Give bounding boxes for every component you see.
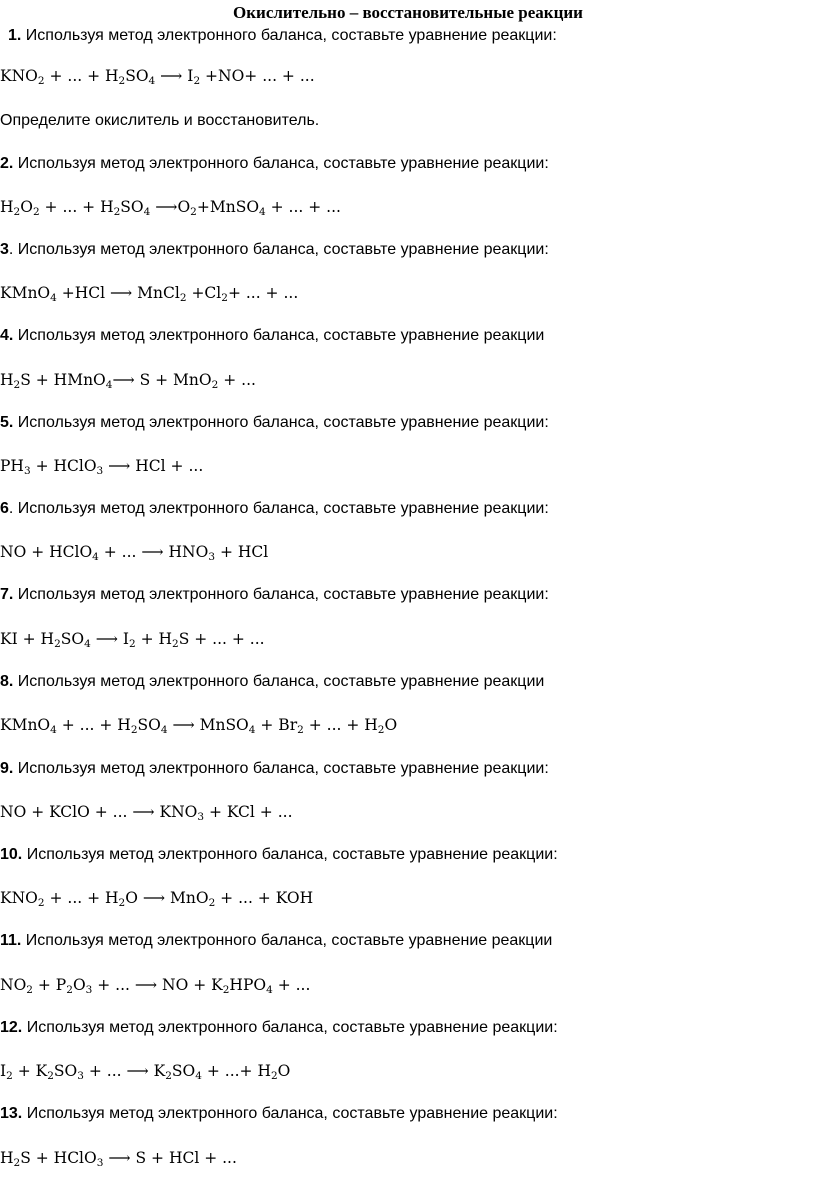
task-10-instruction — [0, 845, 558, 865]
task-number: 9. — [0, 760, 14, 777]
task-5-equation: $PH_3$ + HClO$_3$ ⟶ HCl + ... — [0, 457, 204, 477]
task-4-equation: $H_2S$ + HMnO$_4$⟶ S + MnO$_2$ + ... — [0, 371, 256, 391]
task-1-instruction — [8, 26, 557, 46]
task-7-instruction — [0, 585, 549, 605]
task-8-equation: KMnO$_4$ + ... + $H_2SO_4$ ⟶ MnSO$_4$ + $Br_2$ + ... + $H_2O$ — [0, 716, 398, 736]
task-text: Используя метод электронного баланса, составьте уравнение реакции: — [22, 1105, 558, 1122]
task-text: Используя метод электронного баланса, составьте уравнение реакции: — [13, 586, 549, 603]
task-7-equation: KI + $H_2SO_4$ ⟶ $I_2 + H_2S$ + ... + ... — [0, 630, 265, 650]
task-text: Используя метод электронного баланса, составьте уравнение реакции: — [22, 1019, 558, 1036]
task-number: 4. — [0, 327, 14, 344]
task-11-equation: $NO_2 + P_2O_3$ + ... ⟶ NO + $K_2HPO_4$ + ... — [0, 976, 311, 996]
task-12-equation: $I_2 + K_2SO_3$ + ... ⟶ $K_2SO_4$ + ...+ $H_2O$ — [0, 1062, 291, 1082]
task-text: Используя метод электронного баланса, составьте уравнение реакции — [13, 673, 545, 690]
document-title: Окислительно – восстановительные реакции — [233, 3, 583, 22]
task-text: Используя метод электронного баланса, составьте уравнение реакции: — [13, 155, 549, 172]
task-12-instruction — [0, 1018, 558, 1038]
task-text: Используя метод электронного баланса, составьте уравнение реакции — [13, 327, 545, 344]
task-number: 3 — [0, 241, 9, 258]
task-3-equation: KMnO$_4$ +HCl ⟶ MnCl$_2$ $+Cl_2+$ ... + ... — [0, 284, 299, 304]
task-3-instruction — [0, 240, 549, 260]
task-6-instruction — [0, 499, 549, 519]
task-number: 10. — [0, 846, 23, 863]
task-number: 1. — [8, 27, 22, 44]
task-13-instruction — [0, 1104, 558, 1124]
task-13-equation: $H_2S$ + HClO$_3$ ⟶ S + HCl + ... — [0, 1149, 237, 1169]
task-text: . Используя метод электронного баланса, составьте уравнение реакции: — [8, 241, 549, 258]
task-number: 5. — [0, 414, 14, 431]
task-6-equation: NO + HClO$_4$ + ... ⟶ $HNO_3$ + HCl — [0, 543, 269, 563]
task-text: Используя метод электронного баланса, составьте уравнение реакции — [21, 932, 553, 949]
task-text: Используя метод электронного баланса, составьте уравнение реакции: — [22, 846, 558, 863]
task-number: 6 — [0, 500, 9, 517]
task-text: Используя метод электронного баланса, составьте уравнение реакции: — [13, 414, 549, 431]
task-1-equation: $KNO_2$ + ... + $H_2SO_4$ ⟶ $I_2 +NO+$ ... + ... — [0, 67, 315, 87]
task-number: 12. — [0, 1019, 23, 1036]
task-2-instruction — [0, 154, 549, 174]
task-5-instruction — [0, 413, 549, 433]
task-11-instruction — [0, 931, 552, 951]
task-text: Используя метод электронного баланса, составьте уравнение реакции: — [13, 760, 549, 777]
define-oxidizer-reducer-text: Определите окислитель и восстановитель. — [0, 112, 320, 129]
task-number: 7. — [0, 586, 14, 603]
task-8-instruction — [0, 672, 544, 692]
task-text: . Используя метод электронного баланса, составьте уравнение реакции: — [8, 500, 549, 517]
task-2-equation: $H_2O_2$ + ... + $H_2SO_4$ $⟶O_2+MnSO_4$ + ... + ... — [0, 198, 341, 218]
task-number: 13. — [0, 1105, 23, 1122]
task-10-equation: $KNO_2$ + ... + $H_2O$ ⟶ MnO$_2$ + ... + KOH — [0, 889, 314, 909]
task-number: 11. — [0, 932, 22, 949]
task-9-equation: NO + KClO + ... ⟶ $KNO_3$ + KCl + ... — [0, 803, 293, 823]
task-number: 2. — [0, 155, 14, 172]
task-number: 8. — [0, 673, 14, 690]
task-text: Используя метод электронного баланса, составьте уравнение реакции: — [21, 27, 557, 44]
task-4-instruction — [0, 326, 544, 346]
task-9-instruction — [0, 759, 549, 779]
